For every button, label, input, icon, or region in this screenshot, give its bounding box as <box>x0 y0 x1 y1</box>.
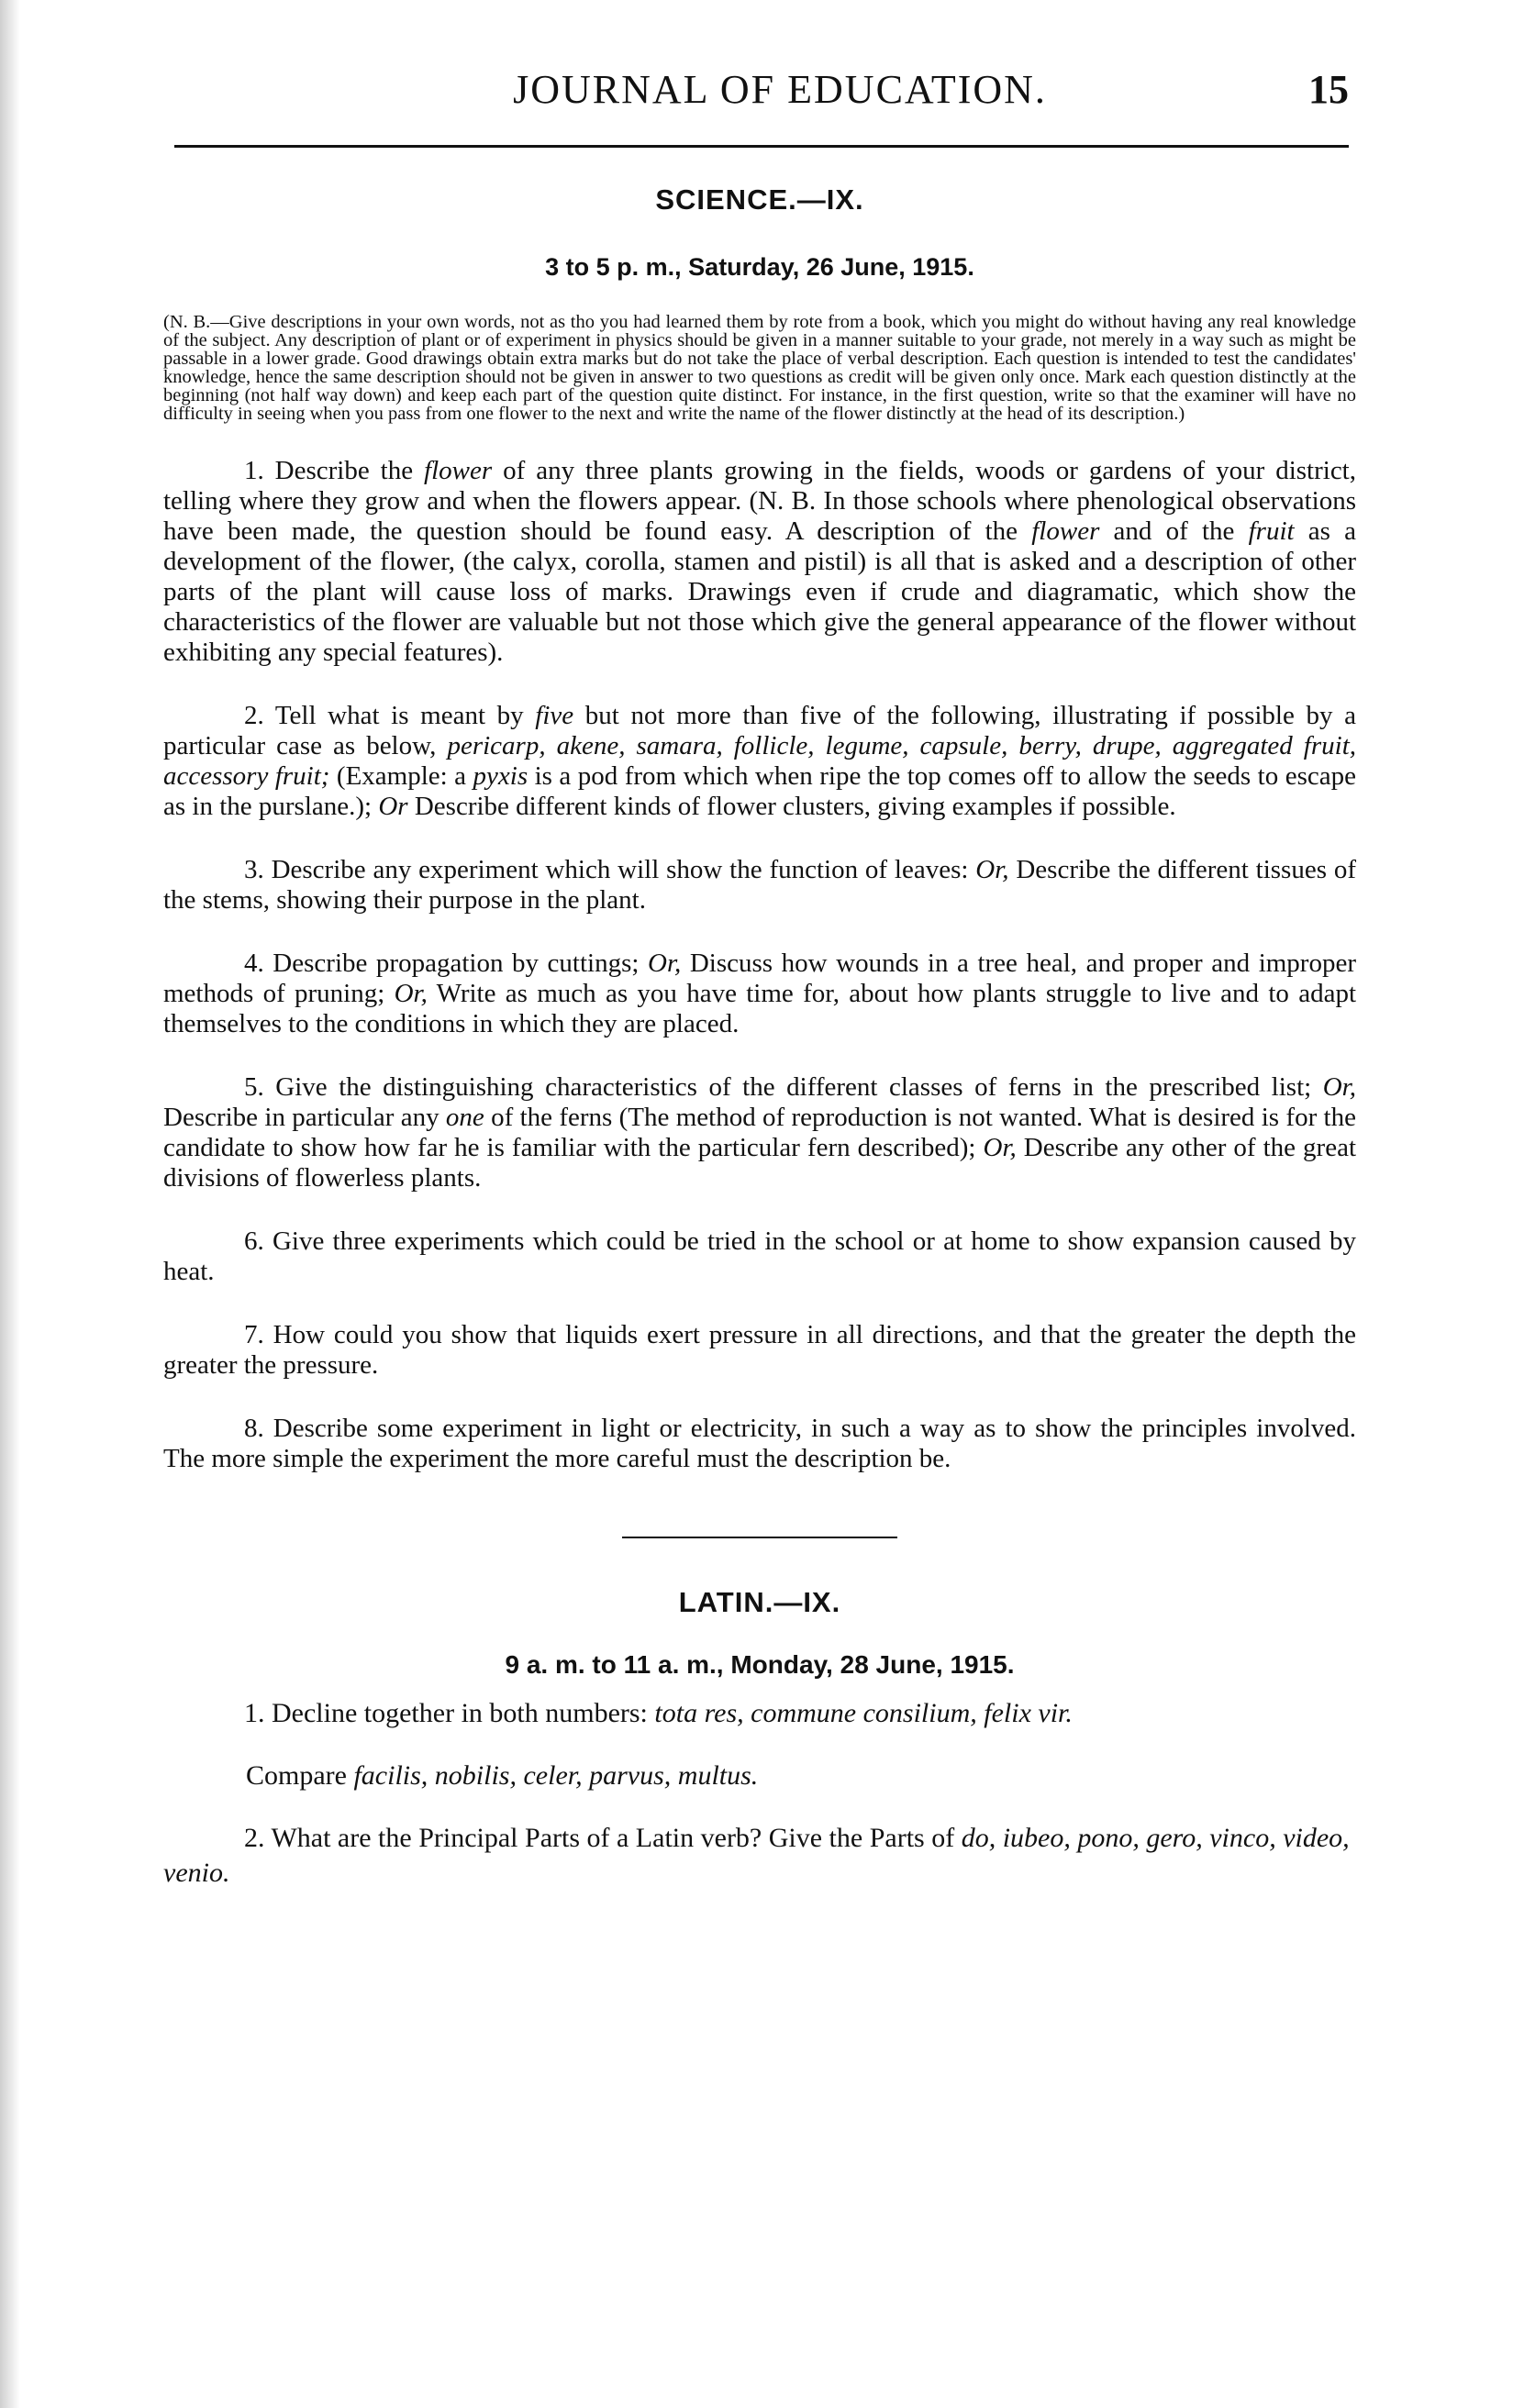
science-question-7 <box>163 1320 1356 1381</box>
science-question-8 <box>163 1414 1356 1474</box>
compare-words: facilis, nobilis, celer, parvus, multus. <box>353 1760 759 1791</box>
question-text: Write as much as you have time for, about how plants struggle to live and to adapt themselves to the conditions in which they are placed. <box>163 979 1356 1038</box>
question-number: 1. <box>244 1698 265 1728</box>
question-number: 1. <box>244 456 264 485</box>
latin-compare <box>163 1759 1356 1793</box>
question-text: but not more than five of the following, illustrating if possible by a particular case as below, <box>163 701 1356 760</box>
latin-title: LATIN.—IX. <box>678 1586 841 1618</box>
science-time: 3 to 5 p. m., Saturday, 26 June, 1915. <box>545 253 974 281</box>
question-text: Give three experiments which could be tried in the school or at home to show expansion caused by heat. <box>163 1226 1356 1286</box>
question-text: and of the <box>1099 516 1249 546</box>
question-text: Describe in particular any <box>163 1103 446 1132</box>
question-number: 5. <box>244 1072 264 1102</box>
compare-label: Compare <box>246 1760 354 1791</box>
question-text: Describe any experiment which will show the function of leaves: <box>263 855 976 884</box>
question-italic: pericarp, akene, samara, follicle, legume, capsule, berry, drupe, aggregated fruit, accessory fruit; <box>163 731 1356 791</box>
science-question-2 <box>163 701 1356 822</box>
question-number: 2. <box>244 1823 265 1853</box>
latin-time: 9 a. m. to 11 a. m., Monday, 28 June, 1915. <box>505 1650 1015 1679</box>
question-italic: five <box>535 701 574 730</box>
question-number: 6. <box>244 1226 264 1256</box>
question-italic: flower <box>1031 516 1100 546</box>
question-number: 8. <box>244 1414 264 1443</box>
running-head: JOURNAL OF EDUCATION. <box>513 67 1047 112</box>
question-text: of the ferns (The method of reproduction is not wanted. What is desired is for the candidate to show how far he is familiar with the particular fern described); <box>163 1103 1356 1162</box>
question-italic: fruit <box>1248 516 1295 546</box>
question-text: Give the distinguishing characteristics of the different classes of ferns in the prescribed list; <box>263 1072 1323 1102</box>
question-number: 4. <box>244 949 264 978</box>
science-question-3 <box>163 855 1356 915</box>
section-divider <box>622 1537 897 1538</box>
question-italic: Or, <box>975 855 1009 884</box>
page-edge-shadow <box>0 0 20 2408</box>
question-italic: Or, <box>394 979 428 1008</box>
question-text: Describe any other of the great divisions of flowerless plants. <box>163 1133 1356 1193</box>
latin-question-1 <box>163 1696 1356 1731</box>
question-italic: one <box>445 1103 484 1132</box>
science-title: SCIENCE.—IX. <box>655 183 864 216</box>
question-italic: tota res, commune consilium, felix vir. <box>654 1698 1073 1728</box>
latin-question-2 <box>163 1821 1356 1891</box>
science-question-5 <box>163 1072 1356 1193</box>
question-number: 7. <box>244 1320 264 1349</box>
question-italic: Or, <box>983 1133 1017 1162</box>
question-italic: pyxis <box>473 761 528 791</box>
question-text: is a pod from which when ripe the top comes off to allow the seeds to escape as in the purslane.); <box>163 761 1356 821</box>
question-italic: do, iubeo, pono, gero, vinco, video, venio. <box>163 1823 1350 1888</box>
question-italic: flower <box>424 456 493 485</box>
question-italic: Or, <box>648 949 682 978</box>
question-text: Describe different kinds of flower clusters, giving examples if possible. <box>407 792 1176 821</box>
question-text: Describe the <box>263 456 425 485</box>
question-text: as a development of the flower, (the calyx, corolla, stamen and pistil) is all that is asked and a description of other parts of the plant will cause loss of marks. Drawings even if crude and diagramatic, which show the characteristics of the flower are valuable but not those which give the general appearance of the flower without exhibiting any special features). <box>163 516 1356 667</box>
science-instructions: (N. B.—Give descriptions in your own words, not as tho you had learned them by rote from a book, which you might do without having any real knowledge of the subject. Any description of plant or of experiment in physics should be given in a manner suitable to your grade, not merely in a way such as might be passable in a lower grade. Good drawings obtain extra marks but do not take the place of verbal description. Each question is intended to test the candidates' knowledge, hence the same description should not be given in answer to two questions as credit will be given only once. Mark each question distinctly at the beginning (not half way down) and keep each part of the question quite distinct. For instance, in the first question, write so that the examiner will have no difficulty in seeing when you pass from one flower to the next and write the name of the flower distinctly at the head of its description.) <box>163 312 1356 424</box>
question-text: Describe the different tissues of the stems, showing their purpose in the plant. <box>163 855 1356 915</box>
question-text: Discuss how wounds in a tree heal, and proper and improper methods of pruning; <box>163 949 1356 1008</box>
science-question-1 <box>163 456 1356 668</box>
question-text: What are the Principal Parts of a Latin verb? Give the Parts of <box>264 1823 962 1853</box>
page-number: 15 <box>1308 67 1349 112</box>
question-text: of any three plants growing in the fields, woods or gardens of your district, telling where they grow and when the flowers appear. (N. B. In those schools where phenological observations have been made, the question should be found easy. A description of the <box>163 456 1356 546</box>
question-text: Describe propagation by cuttings; <box>263 949 649 978</box>
header-rule <box>174 145 1349 148</box>
page-content <box>163 183 1356 1918</box>
page-header <box>174 66 1349 139</box>
question-italic: Or, <box>1322 1072 1356 1102</box>
question-text: Tell what is meant by <box>263 701 536 730</box>
question-text: How could you show that liquids exert pressure in all directions, and that the greater the depth the greater the pressure. <box>163 1320 1356 1380</box>
question-text: Describe some experiment in light or electricity, in such a way as to show the principles involved. The more simple the experiment the more careful must the description be. <box>163 1414 1356 1473</box>
question-text: (Example: a <box>329 761 473 791</box>
question-number: 3. <box>244 855 264 884</box>
question-number: 2. <box>244 701 264 730</box>
question-italic: Or <box>378 792 408 821</box>
question-text: Decline together in both numbers: <box>264 1698 655 1728</box>
science-question-4 <box>163 949 1356 1039</box>
science-question-6 <box>163 1226 1356 1287</box>
